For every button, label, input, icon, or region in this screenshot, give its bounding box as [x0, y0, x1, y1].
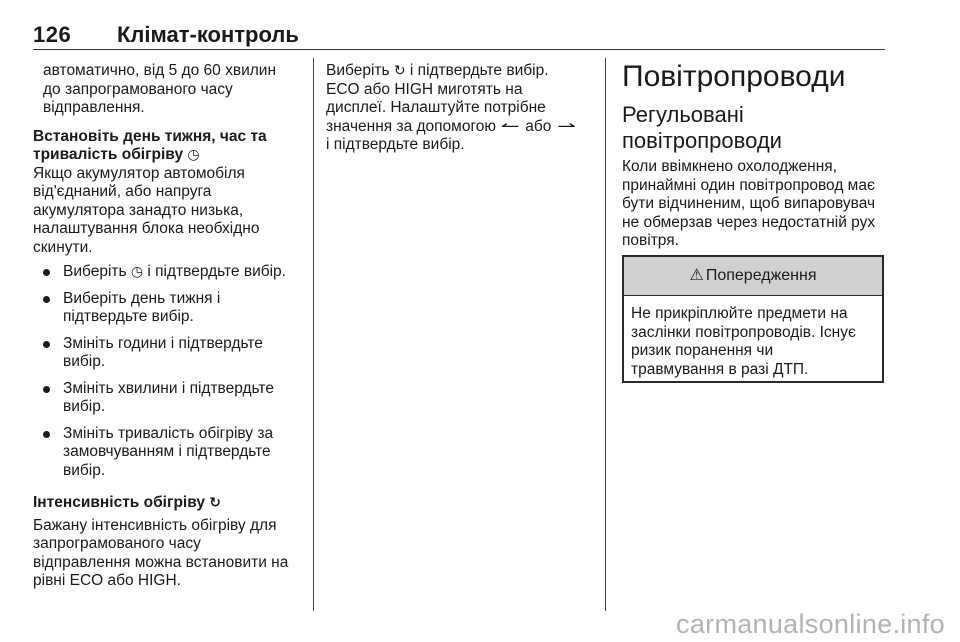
list-item: Змініть години і підтвердьте вибір. — [33, 335, 305, 372]
list-item: Змініть хвилини і підтвердьте вибір. — [33, 380, 305, 417]
list-item: Змініть тривалість обігріву за замовчуванням і підтвердьте вибір. — [33, 425, 305, 481]
warning-title: Попередження — [705, 267, 817, 284]
header-rule — [33, 49, 885, 50]
paragraph-intensity: Бажану інтенсивність обігріву для запрограмованого часу відправлення можна встановити на рівні ECO або HIGH. — [33, 516, 289, 589]
bullet-dot — [43, 296, 50, 303]
column-1 — [33, 62, 305, 591]
subheading-intensity: Інтенсивність обігріву ↻ — [33, 494, 222, 511]
warning-body: Не прикріплюйте предмети на заслінки повітропроводів. Існує ризик поранення чи травмування в разі ДТП. — [631, 305, 856, 378]
clock-icon: ◷ — [187, 146, 200, 162]
list-item: Виберіть день тижня і підтвердьте вибір. — [33, 290, 305, 327]
loop-arrow-icon: ↻ — [209, 494, 222, 510]
warning-box — [622, 255, 884, 383]
bullet-dot — [43, 269, 50, 276]
warning-header — [624, 257, 882, 296]
subsection-title: Регульовані повітропроводи — [622, 102, 782, 153]
subheading-schedule: Встановіть день тижня, час та тривалість обігріву ◷ — [33, 127, 267, 163]
paragraph-select: Виберіть ↻ і підтвердьте вибір. ECO або HIGH миготять на дисплеї. Налаштуйте потрібне значення за допомогою ↼ або ⇀ і підтвердьте вибір. — [326, 62, 576, 153]
bullet-dot — [43, 341, 50, 348]
column-divider-2 — [605, 58, 606, 611]
clock-icon: ◷ — [130, 263, 144, 279]
paragraph-vents: Коли ввімкнено охолодження, принаймні один повітропровод має бути відчиненим, щоб випаровувач не обмерзав через недостатній рух повітря. — [622, 158, 876, 249]
watermark: carmanualsonline.info — [676, 609, 945, 639]
column-divider-1 — [313, 58, 314, 611]
column-2 — [326, 62, 596, 155]
loop-arrow-icon: ↻ — [393, 62, 406, 78]
paragraph-reset: Якщо акумулятор автомобіля від'єднаний, або напруга акумулятора занадто низька, налаштування блока необхідно скинути. — [33, 164, 260, 256]
paragraph-continued: автоматично, від 5 до 60 хвилин до запрограмованого часу відправлення. — [43, 62, 276, 116]
step-list — [33, 263, 305, 480]
running-title: Клімат-контроль — [117, 22, 299, 47]
bullet-dot — [43, 431, 50, 438]
page-number: 126 — [33, 22, 72, 47]
column-3 — [622, 60, 886, 251]
section-title: Повітропроводи — [622, 60, 846, 93]
list-item: Виберіть ◷ і підтвердьте вибір. — [33, 263, 305, 282]
left-arrow-icon: ↼ — [501, 117, 521, 135]
right-arrow-icon: ⇀ — [556, 117, 576, 135]
warning-icon: ⚠ — [689, 267, 704, 284]
bullet-dot — [43, 386, 50, 393]
page-header — [33, 22, 885, 52]
